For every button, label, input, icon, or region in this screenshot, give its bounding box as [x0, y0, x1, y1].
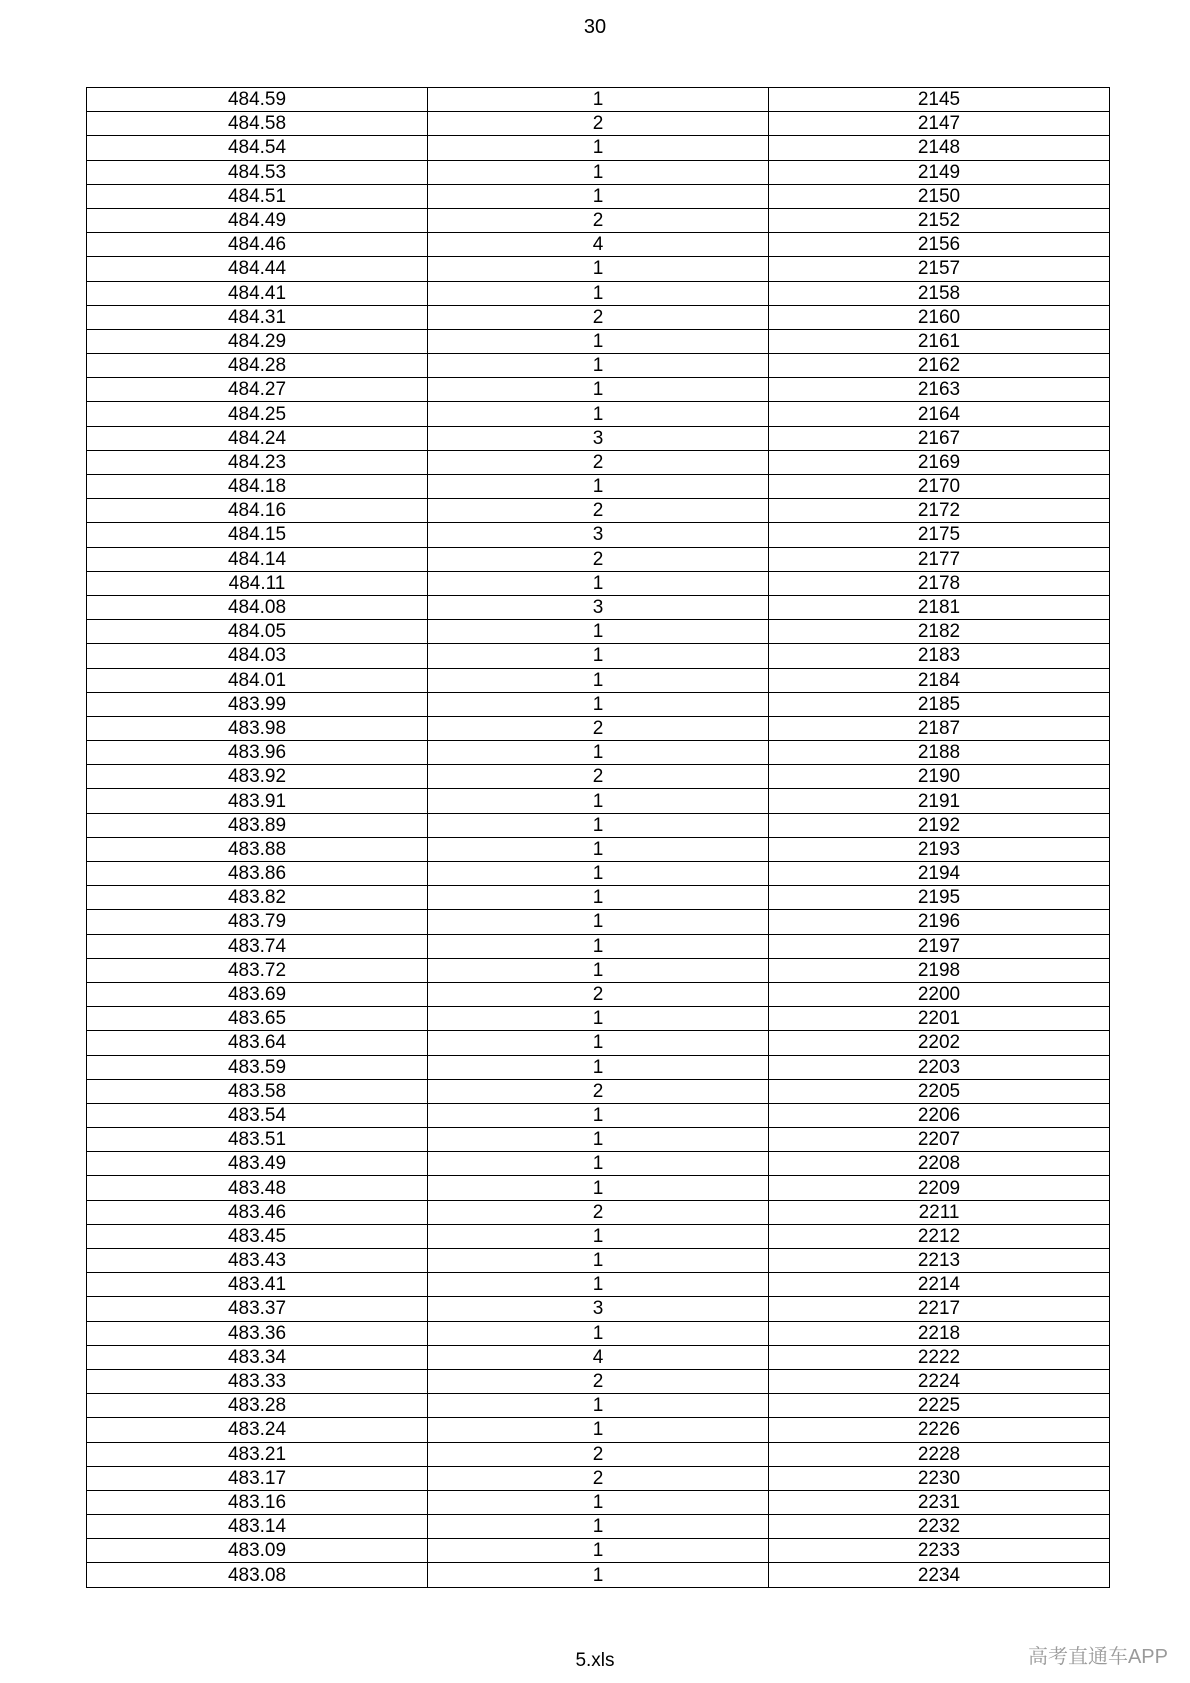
- count-cell: 3: [428, 595, 769, 619]
- score-cell: 483.86: [87, 862, 428, 886]
- count-cell: 2: [428, 1369, 769, 1393]
- count-cell: 2: [428, 547, 769, 571]
- cumulative-cell: 2184: [769, 668, 1110, 692]
- count-cell: 1: [428, 402, 769, 426]
- count-cell: 1: [428, 281, 769, 305]
- table-row: [87, 813, 1110, 837]
- score-cell: 484.53: [87, 160, 428, 184]
- score-cell: 483.09: [87, 1539, 428, 1563]
- count-cell: 3: [428, 523, 769, 547]
- cumulative-cell: 2193: [769, 837, 1110, 861]
- cumulative-cell: 2152: [769, 208, 1110, 232]
- score-cell: 483.24: [87, 1418, 428, 1442]
- cumulative-cell: 2163: [769, 378, 1110, 402]
- score-cell: 483.48: [87, 1176, 428, 1200]
- table-row: [87, 1152, 1110, 1176]
- cumulative-cell: 2169: [769, 450, 1110, 474]
- count-cell: 2: [428, 208, 769, 232]
- cumulative-cell: 2160: [769, 305, 1110, 329]
- count-cell: 1: [428, 1273, 769, 1297]
- score-cell: 484.14: [87, 547, 428, 571]
- score-cell: 483.98: [87, 716, 428, 740]
- table-row: [87, 1321, 1110, 1345]
- table-row: [87, 1007, 1110, 1031]
- score-cell: 483.36: [87, 1321, 428, 1345]
- score-cell: 483.51: [87, 1128, 428, 1152]
- cumulative-cell: 2232: [769, 1515, 1110, 1539]
- table-row: [87, 1176, 1110, 1200]
- score-cell: 483.89: [87, 813, 428, 837]
- score-cell: 483.74: [87, 934, 428, 958]
- score-cell: 483.41: [87, 1273, 428, 1297]
- cumulative-cell: 2192: [769, 813, 1110, 837]
- cumulative-cell: 2225: [769, 1394, 1110, 1418]
- cumulative-cell: 2156: [769, 233, 1110, 257]
- count-cell: 1: [428, 1394, 769, 1418]
- cumulative-cell: 2226: [769, 1418, 1110, 1442]
- table-row: [87, 136, 1110, 160]
- count-cell: 2: [428, 1079, 769, 1103]
- table-row: [87, 862, 1110, 886]
- score-cell: 484.44: [87, 257, 428, 281]
- count-cell: 1: [428, 136, 769, 160]
- cumulative-cell: 2198: [769, 958, 1110, 982]
- table-row: [87, 1249, 1110, 1273]
- table-row: [87, 1103, 1110, 1127]
- count-cell: 1: [428, 1103, 769, 1127]
- table-row: [87, 1515, 1110, 1539]
- cumulative-cell: 2206: [769, 1103, 1110, 1127]
- table-row: [87, 1200, 1110, 1224]
- score-cell: 483.49: [87, 1152, 428, 1176]
- cumulative-cell: 2175: [769, 523, 1110, 547]
- count-cell: 1: [428, 1539, 769, 1563]
- count-cell: 1: [428, 1249, 769, 1273]
- score-cell: 483.92: [87, 765, 428, 789]
- cumulative-cell: 2150: [769, 184, 1110, 208]
- cumulative-cell: 2178: [769, 571, 1110, 595]
- count-cell: 1: [428, 620, 769, 644]
- cumulative-cell: 2190: [769, 765, 1110, 789]
- count-cell: 1: [428, 1176, 769, 1200]
- score-cell: 483.58: [87, 1079, 428, 1103]
- table-row: [87, 233, 1110, 257]
- count-cell: 1: [428, 1224, 769, 1248]
- table-row: [87, 741, 1110, 765]
- table-row: [87, 595, 1110, 619]
- score-cell: 484.41: [87, 281, 428, 305]
- count-cell: 4: [428, 233, 769, 257]
- count-cell: 1: [428, 1128, 769, 1152]
- cumulative-cell: 2187: [769, 716, 1110, 740]
- table-row: [87, 1079, 1110, 1103]
- count-cell: 1: [428, 741, 769, 765]
- table-row: [87, 620, 1110, 644]
- score-cell: 484.27: [87, 378, 428, 402]
- cumulative-cell: 2234: [769, 1563, 1110, 1587]
- cumulative-cell: 2148: [769, 136, 1110, 160]
- cumulative-cell: 2181: [769, 595, 1110, 619]
- cumulative-cell: 2200: [769, 982, 1110, 1006]
- count-cell: 1: [428, 692, 769, 716]
- cumulative-cell: 2203: [769, 1055, 1110, 1079]
- score-cell: 484.29: [87, 329, 428, 353]
- table-row: [87, 1128, 1110, 1152]
- table-row: [87, 692, 1110, 716]
- count-cell: 1: [428, 1490, 769, 1514]
- cumulative-cell: 2162: [769, 354, 1110, 378]
- table-row: [87, 1031, 1110, 1055]
- table-row: [87, 1563, 1110, 1587]
- count-cell: 1: [428, 1031, 769, 1055]
- score-cell: 483.82: [87, 886, 428, 910]
- count-cell: 1: [428, 88, 769, 112]
- count-cell: 1: [428, 789, 769, 813]
- table-row: [87, 1273, 1110, 1297]
- cumulative-cell: 2222: [769, 1345, 1110, 1369]
- cumulative-cell: 2214: [769, 1273, 1110, 1297]
- count-cell: 1: [428, 862, 769, 886]
- score-cell: 484.59: [87, 88, 428, 112]
- score-cell: 483.88: [87, 837, 428, 861]
- cumulative-cell: 2164: [769, 402, 1110, 426]
- cumulative-cell: 2145: [769, 88, 1110, 112]
- cumulative-cell: 2188: [769, 741, 1110, 765]
- cumulative-cell: 2211: [769, 1200, 1110, 1224]
- score-cell: 483.33: [87, 1369, 428, 1393]
- table-row: [87, 1490, 1110, 1514]
- table-row: [87, 958, 1110, 982]
- table-row: [87, 426, 1110, 450]
- cumulative-cell: 2213: [769, 1249, 1110, 1273]
- count-cell: 1: [428, 958, 769, 982]
- cumulative-cell: 2195: [769, 886, 1110, 910]
- count-cell: 1: [428, 910, 769, 934]
- score-cell: 483.28: [87, 1394, 428, 1418]
- score-cell: 484.46: [87, 233, 428, 257]
- cumulative-cell: 2218: [769, 1321, 1110, 1345]
- table-row: [87, 1345, 1110, 1369]
- score-cell: 483.21: [87, 1442, 428, 1466]
- cumulative-cell: 2208: [769, 1152, 1110, 1176]
- score-cell: 484.28: [87, 354, 428, 378]
- cumulative-cell: 2161: [769, 329, 1110, 353]
- count-cell: 1: [428, 475, 769, 499]
- score-cell: 483.91: [87, 789, 428, 813]
- table-row: [87, 402, 1110, 426]
- count-cell: 1: [428, 837, 769, 861]
- score-cell: 484.49: [87, 208, 428, 232]
- cumulative-cell: 2147: [769, 112, 1110, 136]
- score-cell: 483.79: [87, 910, 428, 934]
- table-row: [87, 1442, 1110, 1466]
- cumulative-cell: 2197: [769, 934, 1110, 958]
- table-row: [87, 716, 1110, 740]
- table-row: [87, 88, 1110, 112]
- score-cell: 483.43: [87, 1249, 428, 1273]
- table-row: [87, 499, 1110, 523]
- count-cell: 2: [428, 1466, 769, 1490]
- cumulative-cell: 2191: [769, 789, 1110, 813]
- score-cell: 484.05: [87, 620, 428, 644]
- count-cell: 4: [428, 1345, 769, 1369]
- count-cell: 2: [428, 450, 769, 474]
- table-row: [87, 1466, 1110, 1490]
- cumulative-cell: 2172: [769, 499, 1110, 523]
- count-cell: 3: [428, 426, 769, 450]
- score-cell: 484.03: [87, 644, 428, 668]
- count-cell: 2: [428, 499, 769, 523]
- cumulative-cell: 2183: [769, 644, 1110, 668]
- cumulative-cell: 2212: [769, 1224, 1110, 1248]
- score-cell: 483.96: [87, 741, 428, 765]
- table-row: [87, 523, 1110, 547]
- cumulative-cell: 2201: [769, 1007, 1110, 1031]
- cumulative-cell: 2224: [769, 1369, 1110, 1393]
- table-row: [87, 837, 1110, 861]
- score-cell: 484.16: [87, 499, 428, 523]
- score-cell: 484.54: [87, 136, 428, 160]
- page-number: 30: [583, 16, 607, 38]
- count-cell: 1: [428, 378, 769, 402]
- table-row: [87, 1369, 1110, 1393]
- count-cell: 2: [428, 112, 769, 136]
- cumulative-cell: 2196: [769, 910, 1110, 934]
- score-cell: 483.37: [87, 1297, 428, 1321]
- table-row: [87, 450, 1110, 474]
- cumulative-cell: 2205: [769, 1079, 1110, 1103]
- table-row: [87, 208, 1110, 232]
- count-cell: 2: [428, 716, 769, 740]
- table-row: [87, 378, 1110, 402]
- count-cell: 1: [428, 1007, 769, 1031]
- score-cell: 484.11: [87, 571, 428, 595]
- table-row: [87, 886, 1110, 910]
- cumulative-cell: 2233: [769, 1539, 1110, 1563]
- score-cell: 483.45: [87, 1224, 428, 1248]
- score-cell: 483.16: [87, 1490, 428, 1514]
- table-row: [87, 329, 1110, 353]
- count-cell: 1: [428, 571, 769, 595]
- count-cell: 1: [428, 934, 769, 958]
- table-row: [87, 281, 1110, 305]
- count-cell: 1: [428, 886, 769, 910]
- cumulative-cell: 2170: [769, 475, 1110, 499]
- cumulative-cell: 2209: [769, 1176, 1110, 1200]
- count-cell: 2: [428, 1200, 769, 1224]
- score-cell: 483.46: [87, 1200, 428, 1224]
- score-cell: 484.25: [87, 402, 428, 426]
- cumulative-cell: 2202: [769, 1031, 1110, 1055]
- count-cell: 1: [428, 644, 769, 668]
- count-cell: 1: [428, 354, 769, 378]
- count-cell: 2: [428, 765, 769, 789]
- cumulative-cell: 2217: [769, 1297, 1110, 1321]
- score-cell: 483.59: [87, 1055, 428, 1079]
- cumulative-cell: 2182: [769, 620, 1110, 644]
- count-cell: 1: [428, 668, 769, 692]
- table-row: [87, 668, 1110, 692]
- table-row: [87, 1055, 1110, 1079]
- score-cell: 483.17: [87, 1466, 428, 1490]
- score-cell: 484.08: [87, 595, 428, 619]
- score-cell: 483.14: [87, 1515, 428, 1539]
- table-row: [87, 1539, 1110, 1563]
- count-cell: 1: [428, 1418, 769, 1442]
- count-cell: 1: [428, 329, 769, 353]
- table-row: [87, 571, 1110, 595]
- score-cell: 483.69: [87, 982, 428, 1006]
- score-cell: 484.58: [87, 112, 428, 136]
- score-cell: 484.01: [87, 668, 428, 692]
- score-table-body: [87, 88, 1110, 1588]
- table-row: [87, 1394, 1110, 1418]
- table-row: [87, 1418, 1110, 1442]
- table-row: [87, 1297, 1110, 1321]
- score-cell: 484.15: [87, 523, 428, 547]
- table-row: [87, 982, 1110, 1006]
- table-row: [87, 112, 1110, 136]
- score-cell: 484.31: [87, 305, 428, 329]
- cumulative-cell: 2231: [769, 1490, 1110, 1514]
- count-cell: 1: [428, 1152, 769, 1176]
- count-cell: 1: [428, 160, 769, 184]
- table-row: [87, 1224, 1110, 1248]
- score-cell: 483.54: [87, 1103, 428, 1127]
- count-cell: 1: [428, 1563, 769, 1587]
- table-row: [87, 257, 1110, 281]
- score-cell: 483.64: [87, 1031, 428, 1055]
- score-cell: 483.08: [87, 1563, 428, 1587]
- cumulative-cell: 2194: [769, 862, 1110, 886]
- score-cell: 483.34: [87, 1345, 428, 1369]
- cumulative-cell: 2149: [769, 160, 1110, 184]
- score-cell: 484.51: [87, 184, 428, 208]
- score-cell: 483.65: [87, 1007, 428, 1031]
- table-row: [87, 475, 1110, 499]
- table-row: [87, 305, 1110, 329]
- score-cell: 483.72: [87, 958, 428, 982]
- count-cell: 1: [428, 813, 769, 837]
- table-row: [87, 789, 1110, 813]
- table-row: [87, 184, 1110, 208]
- score-cell: 484.24: [87, 426, 428, 450]
- table-row: [87, 765, 1110, 789]
- score-cell: 483.99: [87, 692, 428, 716]
- table-row: [87, 934, 1110, 958]
- score-table: [86, 87, 1110, 1588]
- cumulative-cell: 2157: [769, 257, 1110, 281]
- footer-filename: 5.xls: [575, 1650, 615, 1671]
- cumulative-cell: 2228: [769, 1442, 1110, 1466]
- count-cell: 1: [428, 184, 769, 208]
- count-cell: 2: [428, 305, 769, 329]
- table-row: [87, 160, 1110, 184]
- score-cell: 484.23: [87, 450, 428, 474]
- cumulative-cell: 2185: [769, 692, 1110, 716]
- cumulative-cell: 2230: [769, 1466, 1110, 1490]
- table-row: [87, 354, 1110, 378]
- table-row: [87, 644, 1110, 668]
- count-cell: 1: [428, 257, 769, 281]
- cumulative-cell: 2207: [769, 1128, 1110, 1152]
- count-cell: 2: [428, 982, 769, 1006]
- cumulative-cell: 2158: [769, 281, 1110, 305]
- cumulative-cell: 2177: [769, 547, 1110, 571]
- count-cell: 2: [428, 1442, 769, 1466]
- count-cell: 1: [428, 1321, 769, 1345]
- count-cell: 1: [428, 1055, 769, 1079]
- watermark: 高考直通车APP: [1027, 1646, 1168, 1668]
- cumulative-cell: 2167: [769, 426, 1110, 450]
- table-row: [87, 910, 1110, 934]
- score-cell: 484.18: [87, 475, 428, 499]
- count-cell: 3: [428, 1297, 769, 1321]
- count-cell: 1: [428, 1515, 769, 1539]
- table-row: [87, 547, 1110, 571]
